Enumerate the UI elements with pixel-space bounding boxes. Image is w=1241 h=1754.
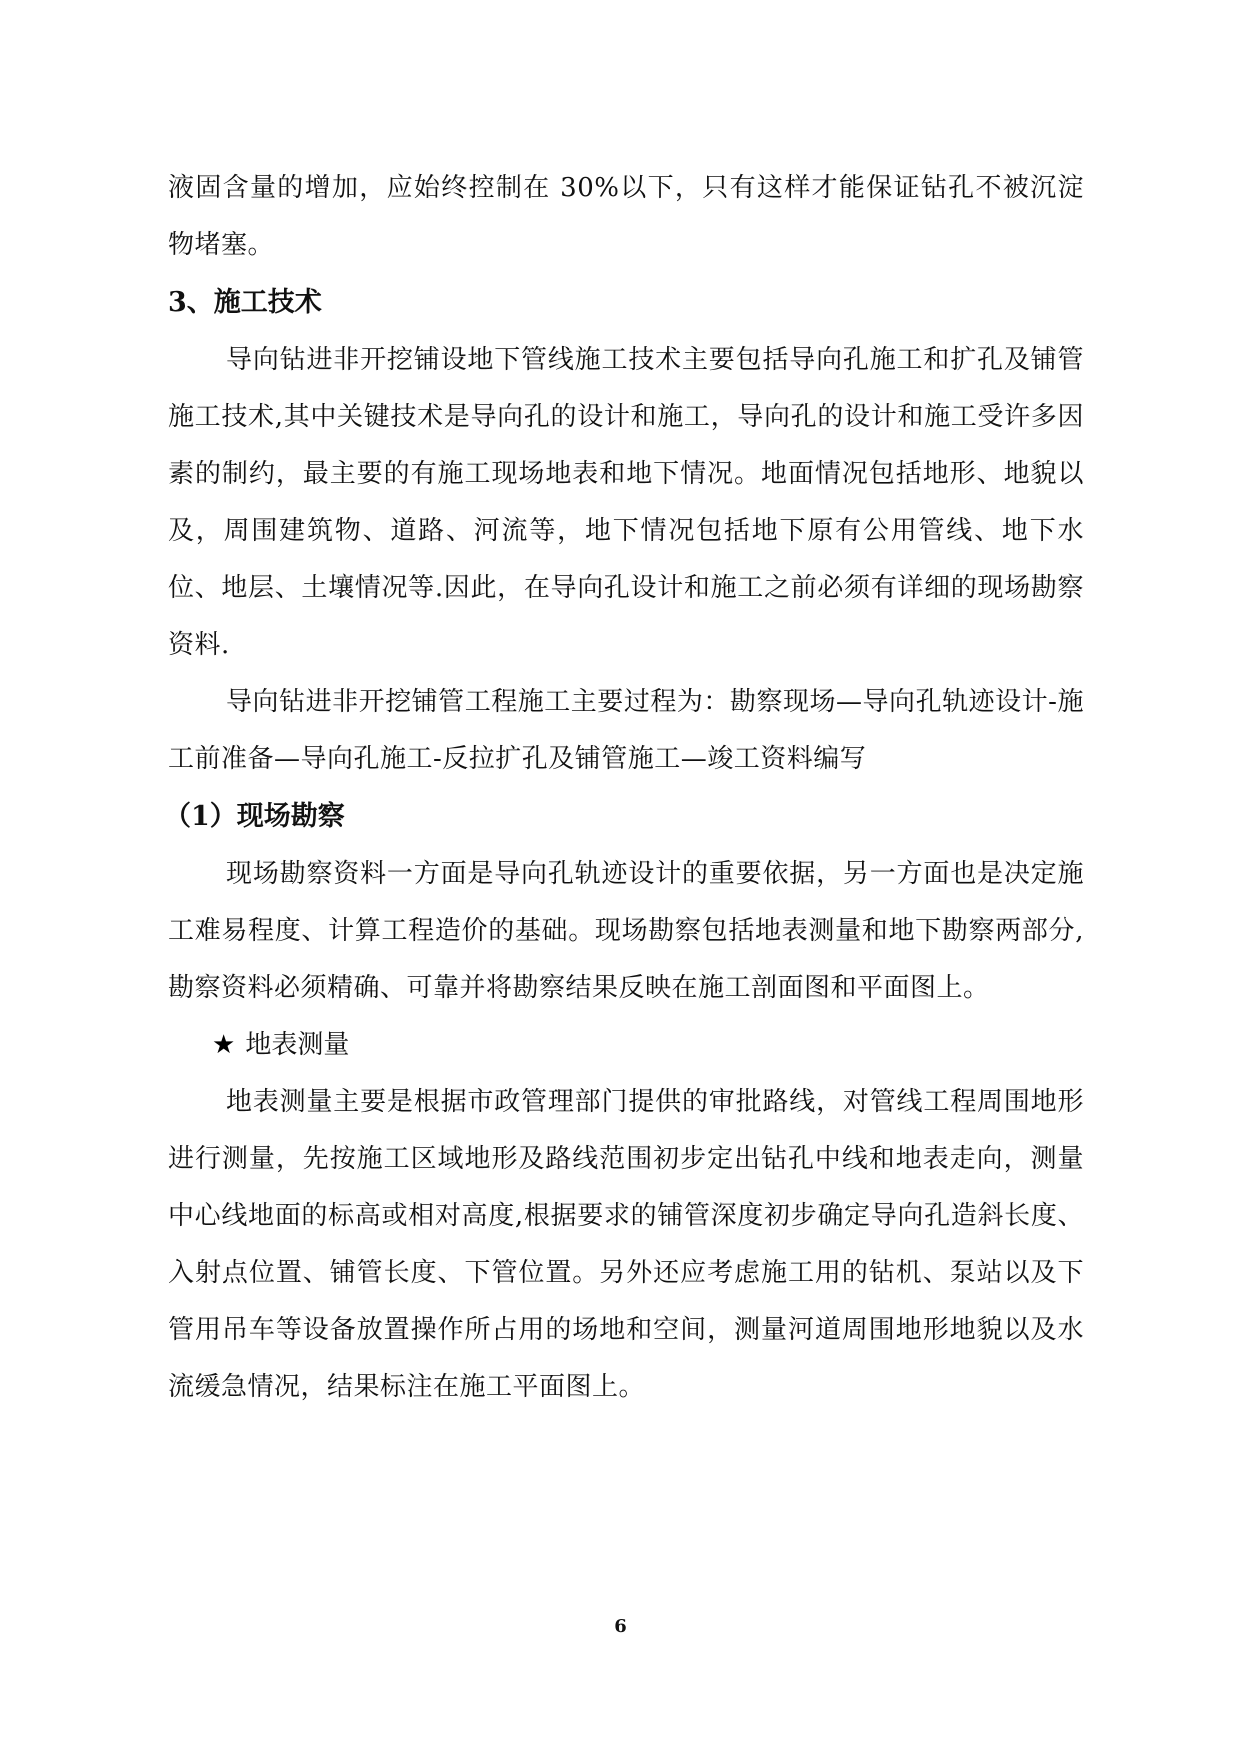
bullet-item-surface-survey (168, 1017, 1084, 1074)
section-heading: 3、施工技术 (168, 287, 322, 318)
bullet-label: 地表测量 (245, 1030, 350, 1060)
paragraph-construction-technique: 导向钻进非开挖铺设地下管线施工技术主要包括导向孔施工和扩孔及铺管施工技术,其中关键技术是导向孔的设计和施工，导向孔的设计和施工受许多因素的制约，最主要的有施工现场地表和地下情况。地面情况包括地形、地貌以及，周围建筑物、道路、河流等，地下情况包括地下原有公用管线、地下水位、地层、土壤情况等.因此，在导向孔设计和施工之前必须有详细的现场勘察资料. (168, 345, 1084, 660)
paragraph-surface-survey: 地表测量主要是根据市政管理部门提供的审批路线，对管线工程周围地形进行测量，先按施工区域地形及路线范围初步定出钻孔中线和地表走向，测量中心线地面的标高或相对高度,根据要求的铺管深度初步确定导向孔造斜长度、入射点位置、铺管长度、下管位置。另外还应考虑施工用的钻机、泵站以及下管用吊车等设备放置操作所占用的场地和空间，测量河道周围地形地貌以及水流缓急情况，结果标注在施工平面图上。 (168, 1087, 1084, 1402)
page-number: 6 (614, 1616, 627, 1637)
star-icon: ★ (212, 1030, 236, 1060)
paragraph-continuation: 液固含量的增加，应始终控制在 30%以下，只有这样才能保证钻孔不被沉淀物堵塞。 (168, 173, 1084, 260)
paragraph-site-survey: 现场勘察资料一方面是导向孔轨迹设计的重要依据，另一方面也是决定施工难易程度、计算工程造价的基础。现场勘察包括地表测量和地下勘察两部分,勘察资料必须精确、可靠并将勘察结果反映在施工剖面图和平面图上。 (168, 859, 1084, 1003)
subsection-heading: （1）现场勘察 (164, 801, 345, 832)
paragraph-construction-process: 导向钻进非开挖铺管工程施工主要过程为：勘察现场—导向孔轨迹设计-施工前准备—导向孔施工-反拉扩孔及铺管施工—竣工资料编写 (168, 687, 1084, 774)
page-body (164, 160, 1084, 1416)
